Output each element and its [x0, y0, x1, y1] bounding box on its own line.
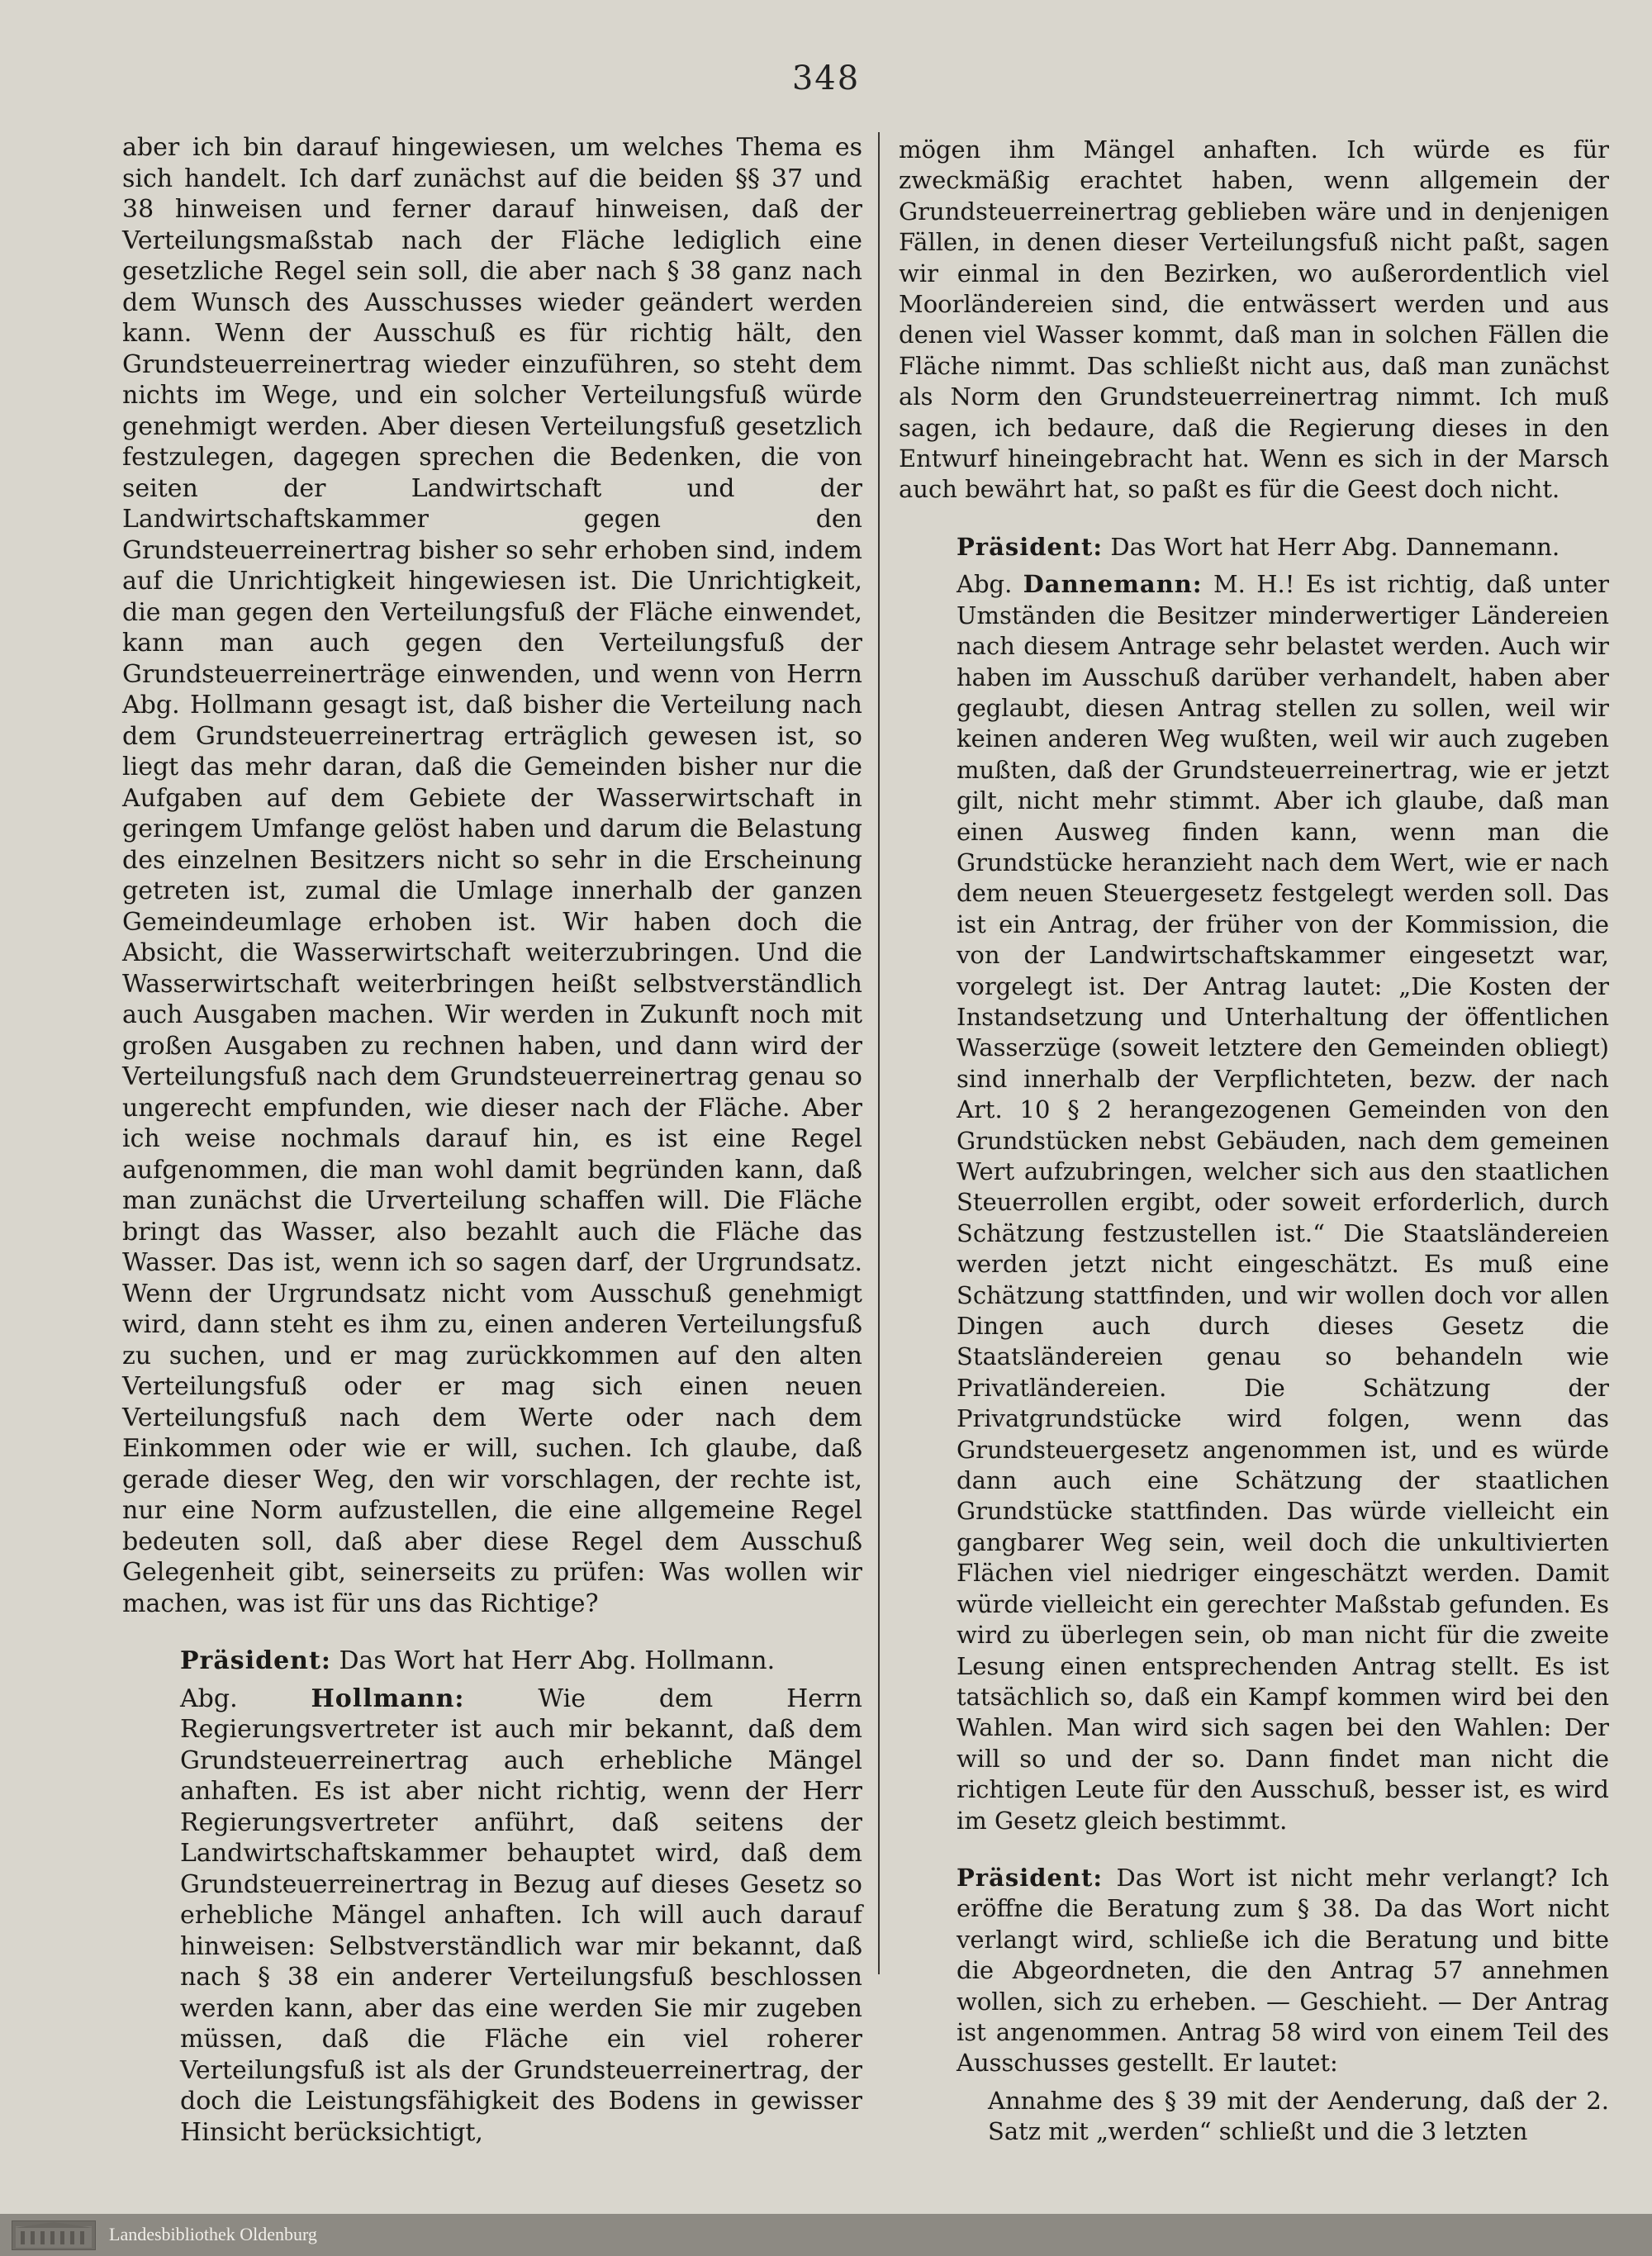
right-column — [899, 135, 1609, 2148]
speech-text: Das Wort ist nicht mehr verlangt? Ich eröffne die Beratung zum § 38. Da das Wort nicht verlangt wird, schließe ich die Beratung und bitte die Abgeordneten, die den Antrag 57 annehmen wollen, sich zu erheben. — Geschieht. — Der Antrag ist angenommen. Antrag 58 wird von einem Teil des Ausschusses gestellt. Er lautet: — [957, 1863, 1609, 2078]
speaker-label: Präsident: — [957, 1863, 1104, 1892]
library-name: Landesbibliothek Oldenburg — [109, 2224, 317, 2244]
speaker-prefix: Abg. — [180, 1684, 238, 1713]
left-column — [122, 132, 862, 2148]
paragraph: aber ich bin darauf hingewiesen, um welches Thema es sich handelt. Ich darf zunächst auf die beiden §§ 37 und 38 hinweisen und ferner darauf hinweisen, daß der Verteilungsmaßstab nach der Fläche lediglich eine gesetzliche Regel sein soll, die aber nach § 38 ganz nach dem Wunsch des Ausschusses wieder geändert werden kann. Wenn der Ausschuß es für richtig hält, den Grundsteuerreinertrag wieder einzuführen, so steht dem nichts im Wege, und ein solcher Verteilungsfuß würde genehmigt werden. Aber diesen Verteilungsfuß gesetzlich festzulegen, dagegen sprechen die Bedenken, die von seiten der Landwirtschaft und der Landwirtschaftskammer gegen den Grundsteuerreinertrag bisher so sehr erhoben sind, indem auf die Unrichtigkeit hingewiesen ist. Die Unrichtigkeit, die man gegen den Verteilungsfuß der Fläche einwendet, kann man auch gegen den Verteilungsfuß der Grundsteuerreinerträge einwenden, und wenn von Herrn Abg. Hollmann gesagt ist, daß bisher die Verteilung nach dem Grundsteuerreinertrag erträglich gewesen ist, so liegt das mehr daran, daß die Gemeinden bisher nur die Aufgaben auf dem Gebiete der Wasserwirtschaft in geringem Umfange gelöst haben und darum die Belastung des einzelnen Besitzers nicht so sehr in die Erscheinung getreten ist, zumal die Umlage innerhalb der ganzen Gemeindeumlage erhoben ist. Wir haben doch die Absicht, die Wasserwirtschaft weiterzubringen. Und die Wasserwirtschaft weiterbringen heißt selbstverständlich auch Ausgaben machen. Wir werden in Zukunft noch mit großen Ausgaben zu rechnen haben, und dann wird der Verteilungsfuß nach dem Grundsteuerreinertrag genau so ungerecht empfunden, wie dieser nach der Fläche. Aber ich weise nochmals darauf hin, es ist eine Regel aufgenommen, die man wohl damit begründen kann, daß man zunächst die Urverteilung schaffen will. Die Fläche bringt das Wasser, also bezahlt auch die Fläche das Wasser. Das ist, wenn ich so sagen darf, der Urgrundsatz. Wenn der Urgrundsatz nicht vom Ausschuß genehmigt wird, dann steht es ihm zu, einen anderen Verteilungsfuß zu suchen, und er mag zurückkommen auf den alten Verteilungsfuß oder er mag sich einen neuen Verteilungsfuß nach dem Werte oder nach dem Einkommen oder wie er will, suchen. Ich glaube, daß gerade dieser Weg, den wir vorschlagen, der rechte ist, nur eine Norm aufzustellen, die eine allgemeine Regel bedeuten soll, daß aber diese Regel dem Ausschuß Gelegenheit gibt, seinerseits zu prüfen: Was wollen wir machen, was ist für uns das Richtige? — [122, 133, 862, 1618]
speech-text: M. H.! Es ist richtig, daß unter Umständen die Besitzer minderwertiger Ländereien nach diesem Antrage sehr belastet werden. Auch wir haben im Ausschuß darüber verhandelt, haben aber geglaubt, diesen Antrag stellen zu sollen, weil wir keinen anderen Weg wußten, weil wir auch zugeben mußten, daß der Grundsteuerreinertrag, wie er jetzt gilt, nicht mehr stimmt. Aber ich glaube, daß man einen Ausweg finden kann, wenn man die Grundstücke heranzieht nach dem Wert, wie er nach dem neuen Steuergesetz festgelegt werden soll. Das ist ein Antrag, der früher von der Kommission, die von der Landwirtschaftskammer eingesetzt war, vorgelegt ist. Der Antrag lautet: „Die Kosten der Instandsetzung und Unterhaltung der öffentlichen Wasserzüge (soweit letztere den Gemeinden obliegt) sind innerhalb der Verpflichteten, bezw. der nach Art. 10 § 2 herangezogenen Gemeinden von den Grundstücken nebst Gebäuden, nach dem gemeinen Wert aufzubringen, welcher sich aus den staatlichen Steuerrollen ergibt, oder soweit erforderlich, durch Schätzung festzustellen ist.“ Die Staatsländereien werden jetzt nicht eingeschätzt. Es muß eine Schätzung stattfinden, und wir wollen doch vor allen Dingen auch durch dieses Gesetz die Staatsländereien genau so behandeln wie Privatländereien. Die Schätzung der Privatgrundstücke wird folgen, wenn das Grundsteuergesetz angenommen ist, und es würde dann auch eine Schätzung der staatlichen Grundstücke stattfinden. Das würde vielleicht ein gangbarer Weg sein, weil doch die unkultivierten Flächen viel niedriger eingeschätzt werden. Damit würde vielleicht ein gerechter Maßstab gefunden. Es wird zu überlegen sein, ob man nicht für die zweite Lesung einen entsprechenden Antrag stellt. Es ist tatsächlich so, daß ein Kampf kommen wird bei den Wahlen. Man wird sich sagen bei den Wahlen: Der will so und der so. Dann findet man nicht die richtigen Leute für den Ausschuß, besser ist, es wird im Gesetz gleich bestimmt. — [957, 570, 1610, 1835]
paragraph: mögen ihm Mängel anhaften. Ich würde es für zweckmäßig erachtet haben, wenn allgemein der Grundsteuerreinertrag geblieben wäre und in denjenigen Fällen, in denen dieser Verteilungsfuß nicht paßt, sagen wir einmal in den Bezirken, wo außerordentlich viel Moorländereien sind, die entwässert werden und aus denen viel Wasser kommt, daß man in solchen Fällen die Fläche nimmt. Das schließt nicht aus, daß man zunächst als Norm den Grundsteuerreinertrag nimmt. Ich muß sagen, ich bedaure, daß die Regierung dieses in den Entwurf hineingebracht hat. Wenn es sich in der Marsch auch bewährt hat, so paßt es für die Geest doch nicht. — [899, 135, 1609, 504]
president-remark — [899, 1863, 1609, 2079]
speaker-prefix: Abg. — [957, 570, 1013, 599]
speech-text: Wie dem Herrn Regierungsvertreter ist auch mir bekannt, daß dem Grundsteuerreinertrag auch erhebliche Mängel anhaften. Es ist aber nicht richtig, wenn der Herr Regierungsvertreter anführt, daß seitens der Landwirtschaftskammer behauptet wird, daß dem Grundsteuerreinertrag in Bezug auf dieses Gesetz so erhebliche Mängel anhaften. Ich will auch darauf hinweisen: Selbstverständlich war mir bekannt, daß nach § 38 ein anderer Verteilungsfuß beschlossen werden kann, aber das eine werden Sie mir zugeben müssen, daß die Fläche ein viel roherer Verteilungsfuß ist als der Grundsteuerreinertrag, der doch die Leistungsfähigkeit des Bodens in gewisser Hinsicht berücksichtigt, — [180, 1684, 862, 2147]
president-remark — [899, 532, 1609, 563]
motion-quote: Annahme des § 39 mit der Aenderung, daß der 2. Satz mit „werden“ schließt und die 3 letzten — [988, 2086, 1609, 2146]
building-facade-icon — [12, 2221, 95, 2249]
page-number: 348 — [791, 59, 861, 97]
speech-dannemann — [899, 569, 1609, 1836]
speech-text: Das Wort hat Herr Abg. Hollmann. — [339, 1646, 776, 1675]
speaker-label: Präsident: — [957, 532, 1104, 561]
speaker-label: Präsident: — [180, 1646, 331, 1675]
speaker-name: Hollmann: — [311, 1684, 465, 1713]
speech-text: Das Wort hat Herr Abg. Dannemann. — [1110, 532, 1560, 561]
president-remark — [122, 1646, 862, 1677]
speaker-name: Dannemann: — [1023, 570, 1203, 599]
speech-hollmann — [122, 1684, 862, 2149]
library-footer — [0, 2214, 1652, 2256]
column-divider — [878, 132, 880, 1974]
library-building-icon — [12, 2220, 96, 2250]
